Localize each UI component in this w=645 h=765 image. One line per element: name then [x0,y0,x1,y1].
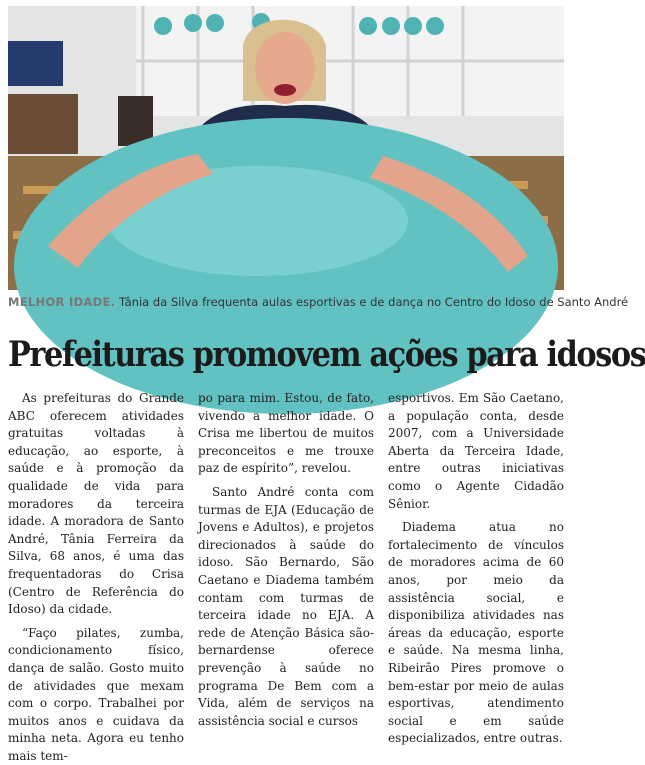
article-paragraph: esportivos. Em São Caetano, a população conta, desde 2007, com a Universidade Aberta da Terceira Idade, entre outras iniciativas como o Agente Cidadão Sênior. [388,391,564,511]
article-column-3 [388,390,564,746]
caption-kicker: MELHOR IDADE. [8,295,116,309]
article-headline: Prefeituras promovem ações para idosos [8,335,645,375]
article-paragraph: po para mim. Estou, de fato, vivendo a melhor idade. O Crisa me libertou de muitos preconceitos e me trouxe paz de espírito”, revelou. [198,391,374,476]
article-paragraph: Diadema atua no fortalecimento de vínculos de moradores acima de 60 anos, por meio da assistência social, e disponibiliza atividades nas áreas da educação, esporte e saúde. Na mesma linha, Ribeirão Pires promove o bem-estar por meio de aulas esportivas, atendimento social e em saúde especializados, entre outras. [388,520,564,746]
article-paragraph: “Faço pilates, zumba, condicionamento físico, dança de salão. Gosto muito de atividades que mexam com o corpo. Trabalhei por muitos anos e cuidava da minha neta. Agora eu tenho mais tem- [8,625,184,763]
photo-illustration [8,6,564,290]
photo-caption [8,292,629,312]
article-paragraph: As prefeituras do Grande ABC oferecem atividades gratuitas voltadas à educação, ao esporte, à saúde e à promoção da qualidade de vida para moradores da terceira idade. A moradora de Santo André, Tânia Ferreira da Silva, 68 anos, é uma das frequentadoras do Crisa (Centro de Referência do Idoso) da cidade. [8,391,184,617]
article-paragraph: Santo André conta com turmas de EJA (Educação de Jovens e Adultos), e projetos direcionados à saúde do idoso. São Bernardo, São Caetano e Diadema também contam com turmas de terceira idade no EJA. A rede de Atenção Básica são-bernardense oferece prevenção à saúde no programa De Bem com a Vida, além de serviços na assistência social e cursos [198,484,374,728]
article-column-1 [8,390,184,763]
caption-text: Tânia da Silva frequenta aulas esportivas e de dança no Centro do Idoso de Santo André [118,295,629,309]
article-photo [8,6,564,290]
article-column-2 [198,390,374,728]
article-body [8,390,564,763]
